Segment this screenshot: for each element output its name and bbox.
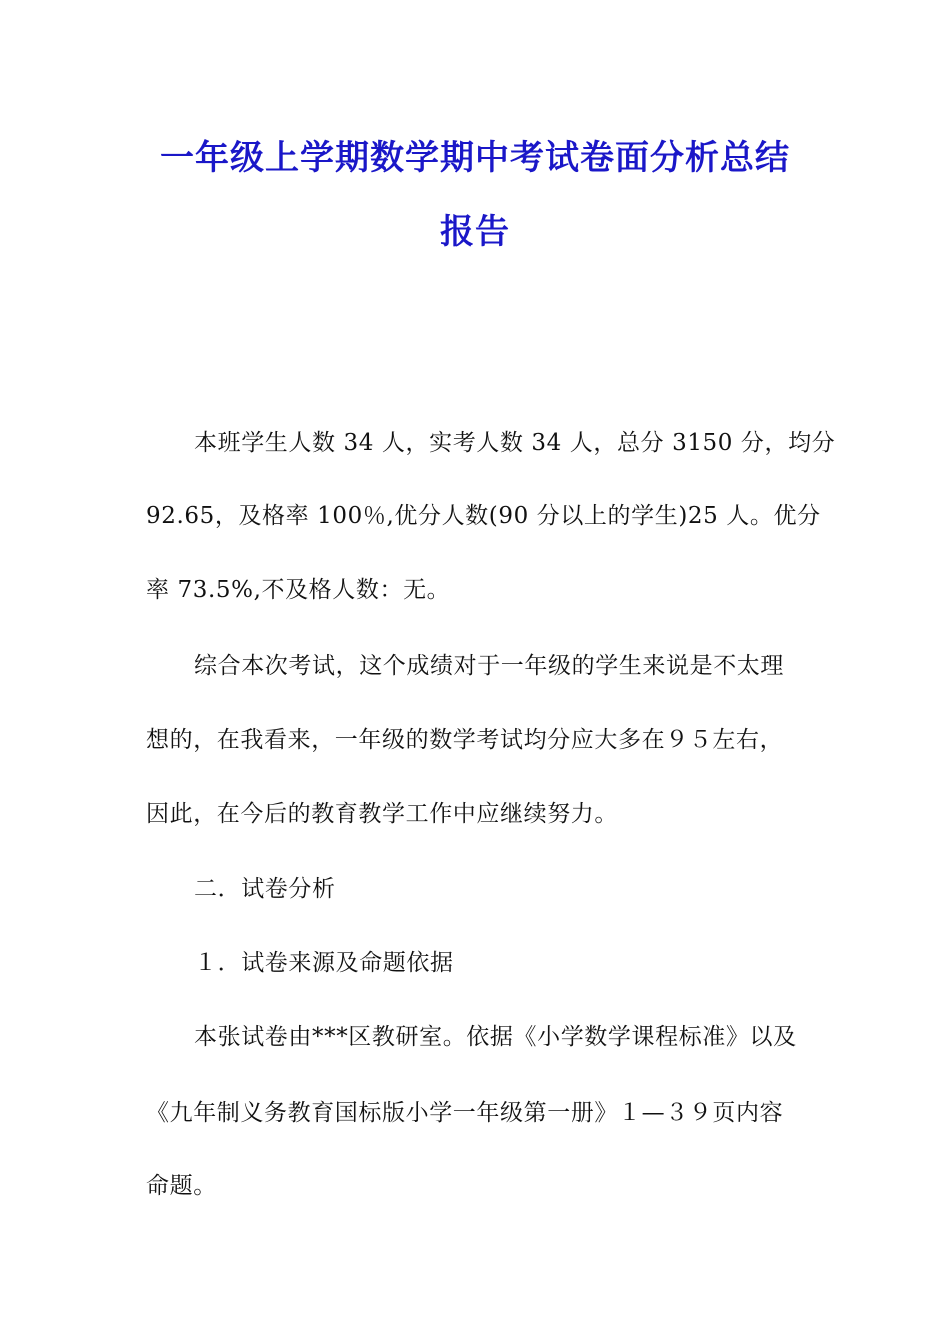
paragraph-2-line-3: 因此，在今后的教育教学工作中应继续努力。 bbox=[146, 801, 618, 827]
paragraph-3-line-3: 命题。 bbox=[146, 1173, 217, 1199]
document-title-line-1: 一年级上学期数学期中考试卷面分析总结 bbox=[160, 138, 790, 178]
paragraph-1-line-2: 92.65，及格率 100％,优分人数(90 分以上的学生)25 人。优分 bbox=[146, 503, 821, 529]
paragraph-2-line-1: 综合本次考试，这个成绩对于一年级的学生来说是不太理 bbox=[194, 653, 784, 679]
paragraph-2-line-2: 想的，在我看来，一年级的数学考试均分应大多在９５左右， bbox=[146, 727, 784, 753]
paragraph-3-line-2: 《九年制义务教育国标版小学一年级第一册》１—３９页内容 bbox=[146, 1100, 784, 1126]
document-title-line-2: 报告 bbox=[440, 212, 510, 252]
subsection-heading-2-1: １．试卷来源及命题依据 bbox=[194, 950, 454, 976]
paragraph-1-line-3: 率 73.5%,不及格人数：无。 bbox=[146, 577, 451, 603]
paragraph-1-line-1: 本班学生人数 34 人，实考人数 34 人，总分 3150 分，均分 bbox=[194, 430, 836, 456]
section-heading-2: 二．试卷分析 bbox=[194, 876, 336, 902]
paragraph-3-line-1: 本张试卷由***区教研室。依据《小学数学课程标准》以及 bbox=[194, 1024, 797, 1050]
